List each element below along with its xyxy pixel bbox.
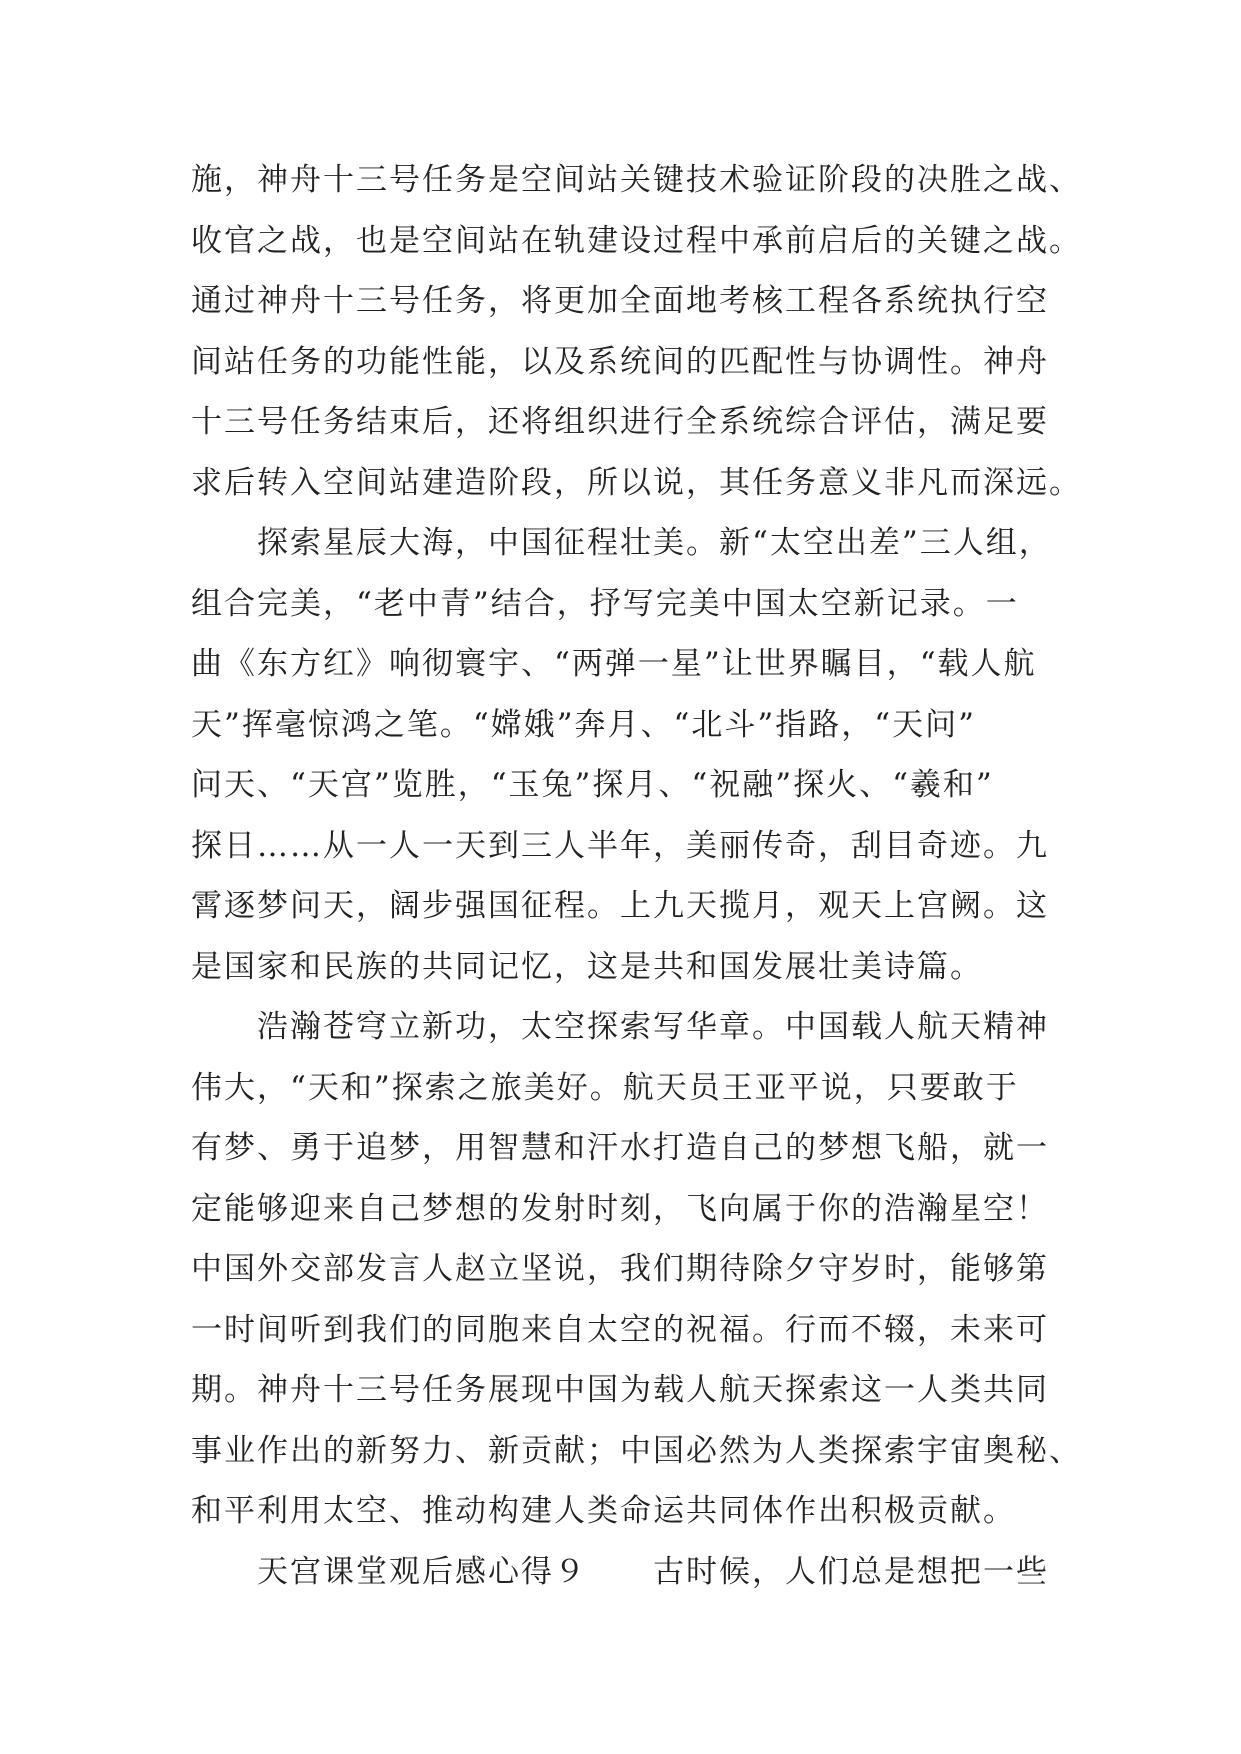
text-line: 收官之战，也是空间站在轨建设过程中承前启后的关键之战。 bbox=[191, 222, 1082, 259]
text-line: 和平利用太空、推动构建人类命运共同体作出积极贡献。 bbox=[191, 1493, 1016, 1529]
text-line: 十三号任务结束后，还将组织进行全系统综合评估，满足要 bbox=[191, 404, 1049, 440]
text-line: 间站任务的功能性能，以及系统间的匹配性与协调性。神舟 bbox=[191, 343, 1049, 380]
text-line: 定能够迎来自己梦想的发射时刻，飞向属于你的浩瀚星空！ bbox=[191, 1190, 1049, 1227]
text-line: 探索星辰大海，中国征程壮美。新“太空出差”三人组， bbox=[191, 525, 1052, 561]
text-line: 问天、“天宫”览胜，“玉兔”探月、“祝融”探火、“羲和” bbox=[191, 767, 994, 803]
text-line: 霄逐梦问天，阔步强国征程。上九天揽月，观天上宫阙。这 bbox=[191, 888, 1049, 924]
text-line: 一时间听到我们的同胞来自太空的祝福。行而不辍，未来可 bbox=[191, 1311, 1049, 1348]
text-line: 天”挥毫惊鸿之笔。“嫦娥”奔月、“北斗”指路，“天问” bbox=[191, 706, 976, 743]
text-line: 有梦、勇于追梦，用智慧和汗水打造自己的梦想飞船，就一 bbox=[191, 1130, 1049, 1166]
text-line: 事业作出的新努力、新贡献；中国必然为人类探索宇宙奥秘、 bbox=[191, 1432, 1082, 1469]
text-line: 是国家和民族的共同记忆，这是共和国发展壮美诗篇。 bbox=[191, 948, 983, 985]
text-line: 浩瀚苍穹立新功，太空探索写华章。中国载人航天精神 bbox=[191, 1009, 1049, 1045]
text-line: 施，神舟十三号任务是空间站关键技术验证阶段的决胜之战、 bbox=[191, 162, 1082, 198]
text-line: 中国外交部发言人赵立坚说，我们期待除夕守岁时，能够第 bbox=[191, 1251, 1049, 1287]
text-line: 通过神舟十三号任务，将更加全面地考核工程各系统执行空 bbox=[191, 283, 1049, 319]
text-line: 曲《东方红》响彻寰宇、“两弹一星”让世界瞩目，“载人航 bbox=[191, 646, 1037, 682]
text-line: 天宫课堂观后感心得９ 古时候，人们总是想把一些 bbox=[191, 1553, 1049, 1590]
body-text bbox=[191, 150, 1091, 1602]
text-line: 求后转入空间站建造阶段，所以说，其任务意义非凡而深远。 bbox=[191, 464, 1082, 501]
text-line: 期。神舟十三号任务展现中国为载人航天探索这一人类共同 bbox=[191, 1372, 1049, 1408]
text-line: 伟大，“天和”探索之旅美好。航天员王亚平说，只要敢于 bbox=[191, 1069, 1019, 1106]
text-line: 探日……从一人一天到三人半年，美丽传奇，刮目奇迹。九 bbox=[191, 827, 1049, 864]
text-line: 组合完美，“老中青”结合，抒写完美中国太空新记录。一 bbox=[191, 585, 1019, 622]
